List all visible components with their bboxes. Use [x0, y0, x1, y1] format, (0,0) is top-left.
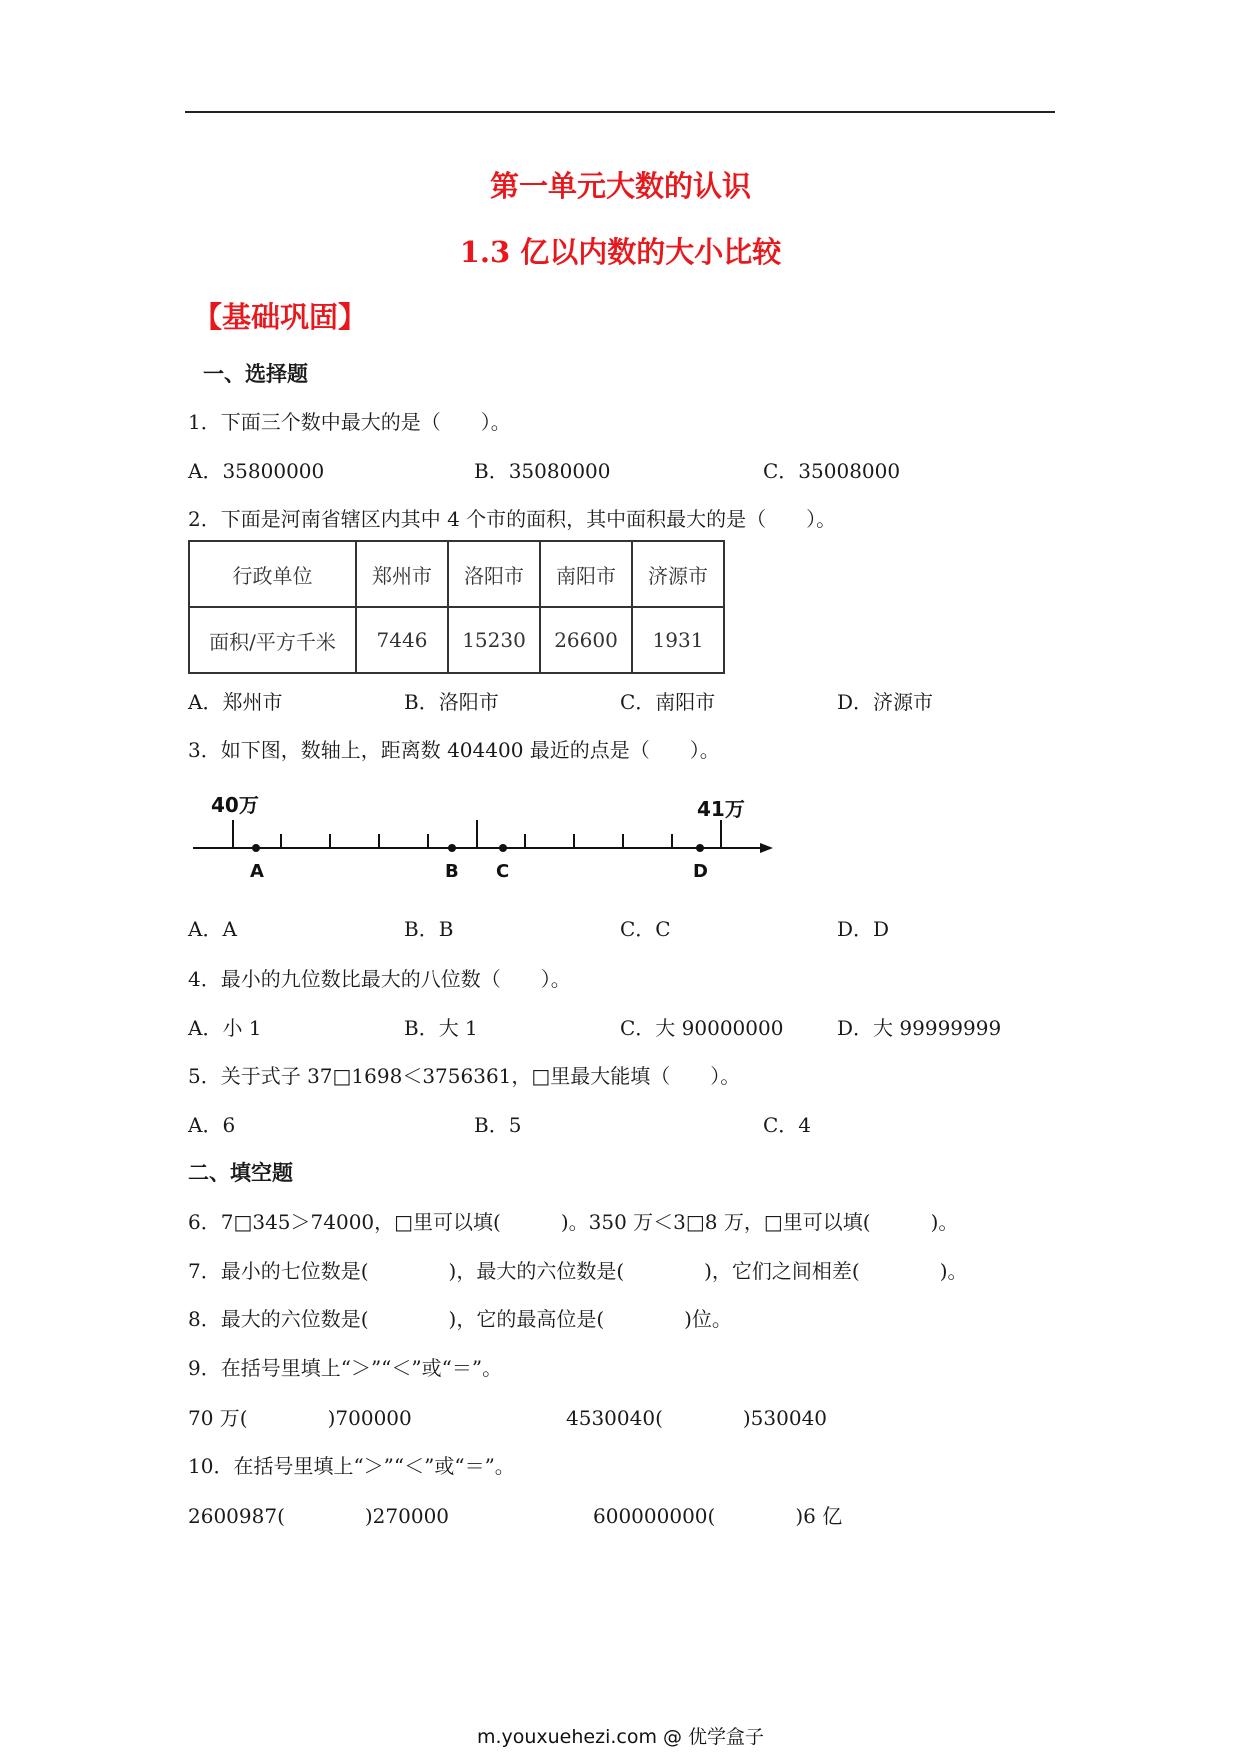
q2-option-c: C．南阳市	[620, 690, 716, 714]
page-title: 第一单元大数的认识	[489, 169, 751, 203]
table-cell: 面积/平方千米	[189, 607, 356, 673]
table-cell: 洛阳市	[448, 541, 540, 607]
table-cell: 行政单位	[189, 541, 356, 607]
q5-option-c: C．4	[763, 1113, 812, 1137]
part1-heading: 一、选择题	[203, 362, 308, 386]
q3-option-d: D．D	[837, 917, 890, 941]
header-rule	[185, 111, 1055, 113]
q1-option-c: C．35008000	[763, 459, 901, 483]
point-a-label: A	[250, 861, 264, 882]
q10-item-2: 600000000( )6 亿	[593, 1504, 843, 1528]
q3-option-c: C．C	[620, 917, 671, 941]
table-cell: 15230	[448, 607, 540, 673]
q9-item-1: 70 万( )700000	[188, 1406, 412, 1430]
q3-stem: 3．如下图，数轴上，距离数 404400 最近的点是（ ）。	[188, 738, 720, 762]
q2-option-a: A．郑州市	[188, 690, 283, 714]
q6-text: 6．7□345＞74000，□里可以填( )。350 万＜3□8 万，□里可以填( )。	[188, 1210, 959, 1234]
arrow-head-icon	[760, 843, 773, 853]
table-cell: 1931	[632, 607, 724, 673]
q10-item-1: 2600987( )270000	[188, 1504, 450, 1528]
q1-option-b: B．35080000	[474, 459, 611, 483]
point-a	[252, 844, 260, 852]
q5-option-a: A．6	[188, 1113, 236, 1137]
q2-stem: 2．下面是河南省辖区内其中 4 个市的面积，其中面积最大的是（ ）。	[188, 507, 837, 531]
point-c	[499, 844, 507, 852]
axis-start-label: 40万	[211, 793, 259, 817]
q9-item-2: 4530040( )530040	[566, 1406, 828, 1430]
table-cell: 26600	[540, 607, 632, 673]
q4-stem: 4．最小的九位数比最大的八位数（ ）。	[188, 967, 571, 991]
point-d	[696, 844, 704, 852]
area-table	[188, 540, 725, 674]
q3-option-b: B．B	[404, 917, 454, 941]
table-cell: 南阳市	[540, 541, 632, 607]
section-heading: 【基础巩固】	[193, 300, 368, 334]
part2-heading: 二、填空题	[188, 1161, 293, 1185]
q5-stem: 5．关于式子 37□1698＜3756361，□里最大能填（ ）。	[188, 1064, 741, 1088]
table-row	[189, 607, 724, 673]
axis-end-label: 41万	[697, 797, 745, 821]
table-cell: 济源市	[632, 541, 724, 607]
q1-option-a: A．35800000	[188, 459, 325, 483]
page-subtitle: 1.3 亿以内数的大小比较	[459, 235, 782, 269]
q4-option-c: C．大 90000000	[620, 1016, 784, 1040]
table-cell: 郑州市	[356, 541, 448, 607]
point-c-label: C	[496, 861, 510, 882]
q1-stem: 1．下面三个数中最大的是（ ）。	[188, 410, 511, 434]
q2-option-d: D．济源市	[837, 690, 934, 714]
point-b-label: B	[445, 861, 459, 882]
q4-option-a: A．小 1	[188, 1016, 262, 1040]
footer-watermark: m.youxuehezi.com @ 优学盒子	[476, 1726, 765, 1748]
q3-option-a: A．A	[188, 917, 237, 941]
q7-text: 7．最小的七位数是( )，最大的六位数是( )，它们之间相差( )。	[188, 1259, 968, 1283]
number-line-figure	[185, 780, 775, 890]
point-b	[448, 844, 456, 852]
q9-stem: 9．在括号里填上“＞”“＜”或“＝”。	[188, 1356, 503, 1380]
q5-option-b: B．5	[474, 1113, 522, 1137]
table-row	[189, 541, 724, 607]
q4-option-b: B．大 1	[404, 1016, 478, 1040]
point-d-label: D	[693, 861, 708, 882]
q8-text: 8．最大的六位数是( )，它的最高位是( )位。	[188, 1307, 732, 1331]
q2-option-b: B．洛阳市	[404, 690, 499, 714]
table-cell: 7446	[356, 607, 448, 673]
q4-option-d: D．大 99999999	[837, 1016, 1002, 1040]
q10-stem: 10．在括号里填上“＞”“＜”或“＝”。	[188, 1454, 515, 1478]
